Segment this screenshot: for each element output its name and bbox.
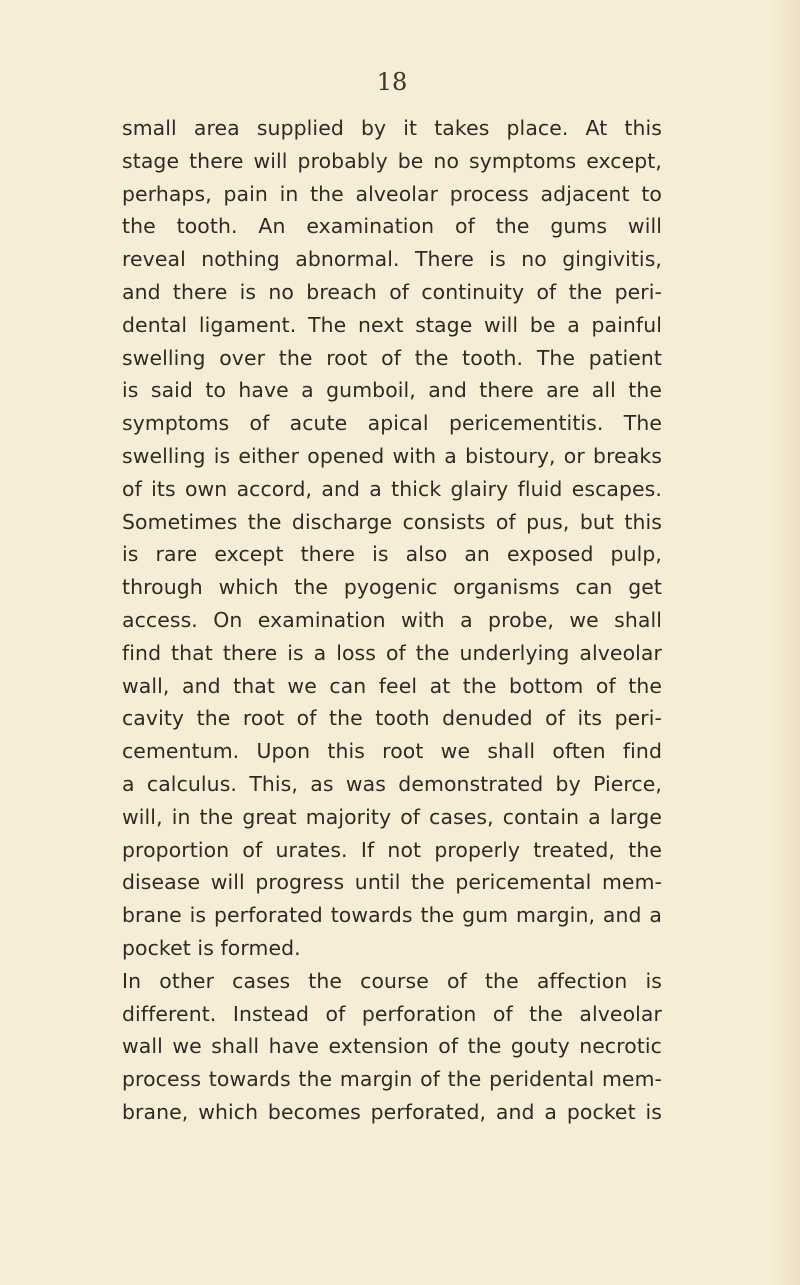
- text-line: access. On examination with a probe, we shall: [122, 607, 662, 632]
- text-line: brane, which becomes perforated, and a pocket is: [122, 1099, 662, 1124]
- text-line: swelling over the root of the tooth. The patient: [122, 345, 662, 370]
- text-line: small area supplied by it takes place. At this: [122, 116, 662, 140]
- text-line: find that there is a loss of the underlying alveolar: [122, 640, 662, 665]
- text-line: symptoms of acute apical pericementitis. The: [122, 411, 662, 436]
- text-line: a calculus. This, as was demonstrated by Pierce,: [122, 771, 662, 796]
- text-line: Sometimes the discharge consists of pus, but this: [122, 509, 662, 534]
- text-line: proportion of urates. If not properly treated, the: [122, 837, 662, 862]
- text-line: In other cases the course of the affection is: [122, 968, 662, 993]
- text-line: and there is no breach of continuity of the peri-: [122, 279, 662, 304]
- text-line: perhaps, pain in the alveolar process adjacent to: [122, 181, 662, 206]
- text-line: pocket is formed.: [122, 935, 301, 960]
- text-line: is said to have a gumboil, and there are all the: [122, 378, 662, 403]
- text-line: wall, and that we can feel at the bottom of the: [122, 673, 662, 698]
- text-line: brane is perforated towards the gum margin, and a: [122, 903, 662, 928]
- text-line: is rare except there is also an exposed pulp,: [122, 542, 662, 567]
- text-line: different. Instead of perforation of the alveolar: [122, 1001, 662, 1026]
- text-line: wall we shall have extension of the gouty necrotic: [122, 1034, 662, 1059]
- text-line: process towards the margin of the peridental mem-: [122, 1067, 662, 1092]
- text-line: stage there will probably be no symptoms except,: [122, 148, 662, 173]
- text-line: disease will progress until the pericemental mem-: [122, 870, 662, 895]
- text-line: will, in the great majority of cases, contain a large: [122, 804, 662, 829]
- body-text: [122, 112, 662, 1129]
- text-line: the tooth. An examination of the gums will: [122, 214, 662, 239]
- text-line: of its own accord, and a thick glairy fluid escapes.: [122, 476, 662, 501]
- text-line: swelling is either opened with a bistoury, or breaks: [122, 443, 662, 468]
- text-line: cavity the root of the tooth denuded of its peri-: [122, 706, 662, 731]
- text-line: dental ligament. The next stage will be a painful: [122, 312, 662, 337]
- text-line: reveal nothing abnormal. There is no gingivitis,: [122, 247, 662, 272]
- text-line: through which the pyogenic organisms can get: [122, 575, 662, 600]
- text-line: cementum. Upon this root we shall often find: [122, 739, 662, 764]
- page-number: 18: [376, 68, 408, 96]
